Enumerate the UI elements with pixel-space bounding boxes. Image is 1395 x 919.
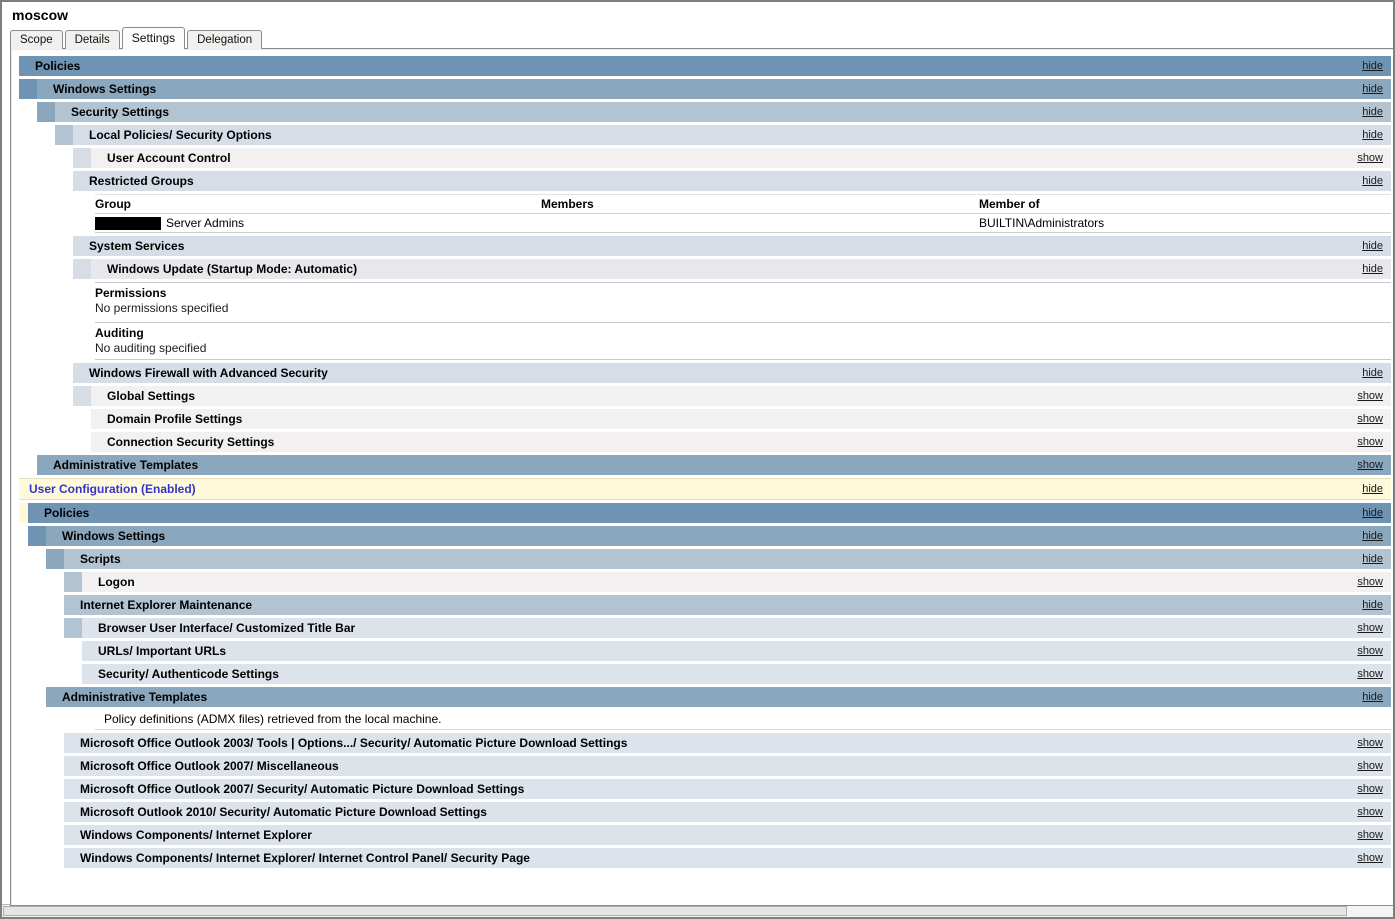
row-windows-firewall-label: Windows Firewall with Advanced Security: [89, 366, 328, 380]
row-user-windows-settings-label: Windows Settings: [62, 529, 166, 543]
row-user-admin-templates-label: Administrative Templates: [62, 690, 208, 704]
row-user-policies: [28, 503, 1391, 523]
settings-report-pane: [10, 48, 1394, 906]
row-restricted-groups: [73, 171, 1391, 191]
tab-scope[interactable]: Scope: [10, 30, 63, 49]
row-windows-firewall-link[interactable]: hide: [1362, 367, 1383, 379]
row-logon-link[interactable]: show: [1357, 576, 1383, 588]
row-windows-update-link[interactable]: hide: [1362, 263, 1383, 275]
row-outlook-2010-security-label: Microsoft Outlook 2010/ Security/ Automatic Picture Download Settings: [80, 805, 487, 819]
row-computer-windows-settings: [37, 79, 1391, 99]
row-connection-security-settings: [91, 432, 1391, 452]
row-user-policies-label: Policies: [44, 506, 90, 520]
row-user-configuration: [19, 478, 1391, 500]
scrollbar-thumb[interactable]: [3, 906, 1347, 916]
redacted-domain-name: [95, 217, 161, 230]
restricted-groups-table-header: [95, 194, 1391, 214]
row-user-admin-templates-link[interactable]: hide: [1362, 691, 1383, 703]
member-of-cell: BUILTIN\Administrators: [979, 216, 1105, 230]
row-browser-user-interface-label: Browser User Interface/ Customized Title Bar: [98, 621, 356, 635]
row-outlook-2007-misc: [64, 756, 1391, 776]
row-browser-user-interface: [82, 618, 1391, 638]
tab-strip: [10, 27, 264, 49]
row-logon-label: Logon: [98, 575, 135, 589]
row-computer-admin-templates-link[interactable]: show: [1357, 459, 1383, 471]
row-global-settings: [91, 386, 1391, 406]
row-windows-components-ie-label: Windows Components/ Internet Explorer: [80, 828, 312, 842]
row-outlook-2010-security: [64, 802, 1391, 822]
column-header-member-of: Member of: [979, 197, 1040, 211]
row-outlook-2007-security-link[interactable]: show: [1357, 783, 1383, 795]
row-outlook-2007-security-label: Microsoft Office Outlook 2007/ Security/ Automatic Picture Download Settings: [80, 782, 525, 796]
restricted-groups-table: [95, 194, 1391, 233]
row-windows-components-ie-security-page-label: Windows Components/ Internet Explorer/ Internet Control Panel/ Security Page: [80, 851, 530, 865]
group-name: Server Admins: [166, 216, 245, 230]
row-user-account-control-label: User Account Control: [107, 151, 231, 165]
row-computer-admin-templates-label: Administrative Templates: [53, 458, 199, 472]
row-windows-firewall: [73, 363, 1391, 383]
permissions-title: Permissions: [95, 286, 167, 300]
service-permissions-block: [95, 282, 1391, 319]
row-system-services-link[interactable]: hide: [1362, 240, 1383, 252]
row-scripts: [64, 549, 1391, 569]
row-domain-profile-settings: [91, 409, 1391, 429]
column-header-members: Members: [541, 197, 594, 211]
row-urls: [82, 641, 1391, 661]
row-connection-security-settings-link[interactable]: show: [1357, 436, 1383, 448]
row-outlook-2003-link[interactable]: show: [1357, 737, 1383, 749]
row-authenticode-settings-link[interactable]: show: [1357, 668, 1383, 680]
row-urls-label: URLs/ Important URLs: [98, 644, 227, 658]
tab-settings[interactable]: Settings: [122, 27, 185, 49]
row-windows-update: [91, 259, 1391, 279]
row-outlook-2007-misc-label: Microsoft Office Outlook 2007/ Miscellaneous: [80, 759, 339, 773]
row-computer-windows-settings-label: Windows Settings: [53, 82, 157, 96]
row-security-settings-link[interactable]: hide: [1362, 106, 1383, 118]
row-restricted-groups-link[interactable]: hide: [1362, 175, 1383, 187]
row-ie-maintenance-link[interactable]: hide: [1362, 599, 1383, 611]
row-windows-components-ie-security-page-link[interactable]: show: [1357, 852, 1383, 864]
row-global-settings-link[interactable]: show: [1357, 390, 1383, 402]
row-scripts-label: Scripts: [80, 552, 121, 566]
row-global-settings-label: Global Settings: [107, 389, 196, 403]
row-user-admin-templates: [46, 687, 1391, 707]
row-user-configuration-link[interactable]: hide: [1362, 483, 1383, 495]
group-cell: [95, 214, 541, 232]
row-local-policies-security-options-link[interactable]: hide: [1362, 129, 1383, 141]
row-local-policies-security-options-label: Local Policies/ Security Options: [89, 128, 272, 142]
row-domain-profile-settings-link[interactable]: show: [1357, 413, 1383, 425]
row-domain-profile-settings-label: Domain Profile Settings: [107, 412, 243, 426]
row-security-settings-label: Security Settings: [71, 105, 170, 119]
row-outlook-2010-security-link[interactable]: show: [1357, 806, 1383, 818]
auditing-title: Auditing: [95, 326, 144, 340]
row-urls-link[interactable]: show: [1357, 645, 1383, 657]
row-outlook-2003-label: Microsoft Office Outlook 2003/ Tools | Options.../ Security/ Automatic Picture Download Settings: [80, 736, 628, 750]
members-cell: [541, 214, 979, 232]
tab-details[interactable]: Details: [65, 30, 120, 49]
row-user-policies-link[interactable]: hide: [1362, 507, 1383, 519]
row-user-account-control: [91, 148, 1391, 168]
row-computer-windows-settings-link[interactable]: hide: [1362, 83, 1383, 95]
auditing-text: No auditing specified: [95, 341, 207, 355]
row-windows-components-ie-link[interactable]: show: [1357, 829, 1383, 841]
row-user-account-control-link[interactable]: show: [1357, 152, 1383, 164]
row-computer-policies-link[interactable]: hide: [1362, 60, 1383, 72]
row-restricted-groups-label: Restricted Groups: [89, 174, 194, 188]
row-local-policies-security-options: [73, 125, 1391, 145]
gpo-title: moscow: [12, 7, 69, 23]
row-system-services: [73, 236, 1391, 256]
row-browser-user-interface-link[interactable]: show: [1357, 622, 1383, 634]
row-system-services-label: System Services: [89, 239, 185, 253]
row-windows-components-ie-security-page: [64, 848, 1391, 868]
row-outlook-2007-misc-link[interactable]: show: [1357, 760, 1383, 772]
row-ie-maintenance: [64, 595, 1391, 615]
row-windows-components-ie: [64, 825, 1391, 845]
permissions-text: No permissions specified: [95, 301, 229, 315]
row-outlook-2007-security: [64, 779, 1391, 799]
row-security-settings: [55, 102, 1391, 122]
row-computer-policies-label: Policies: [35, 59, 81, 73]
column-header-group: Group: [95, 197, 131, 211]
row-authenticode-settings-label: Security/ Authenticode Settings: [98, 667, 279, 681]
row-connection-security-settings-label: Connection Security Settings: [107, 435, 275, 449]
row-authenticode-settings: [82, 664, 1391, 684]
row-outlook-2003: [64, 733, 1391, 753]
restricted-groups-table-row: [95, 214, 1391, 233]
row-ie-maintenance-label: Internet Explorer Maintenance: [80, 598, 253, 612]
row-scripts-link[interactable]: hide: [1362, 553, 1383, 565]
row-logon: [82, 572, 1391, 592]
row-user-windows-settings: [46, 526, 1391, 546]
row-user-windows-settings-link[interactable]: hide: [1362, 530, 1383, 542]
service-auditing-block: [95, 322, 1391, 360]
row-computer-policies: [19, 56, 1391, 76]
tab-delegation[interactable]: Delegation: [187, 30, 262, 49]
row-computer-admin-templates: [37, 455, 1391, 475]
row-user-configuration-label: User Configuration (Enabled): [29, 482, 196, 496]
row-windows-update-label: Windows Update (Startup Mode: Automatic): [107, 262, 358, 276]
admx-note: Policy definitions (ADMX files) retrieved from the local machine.: [95, 710, 1391, 730]
